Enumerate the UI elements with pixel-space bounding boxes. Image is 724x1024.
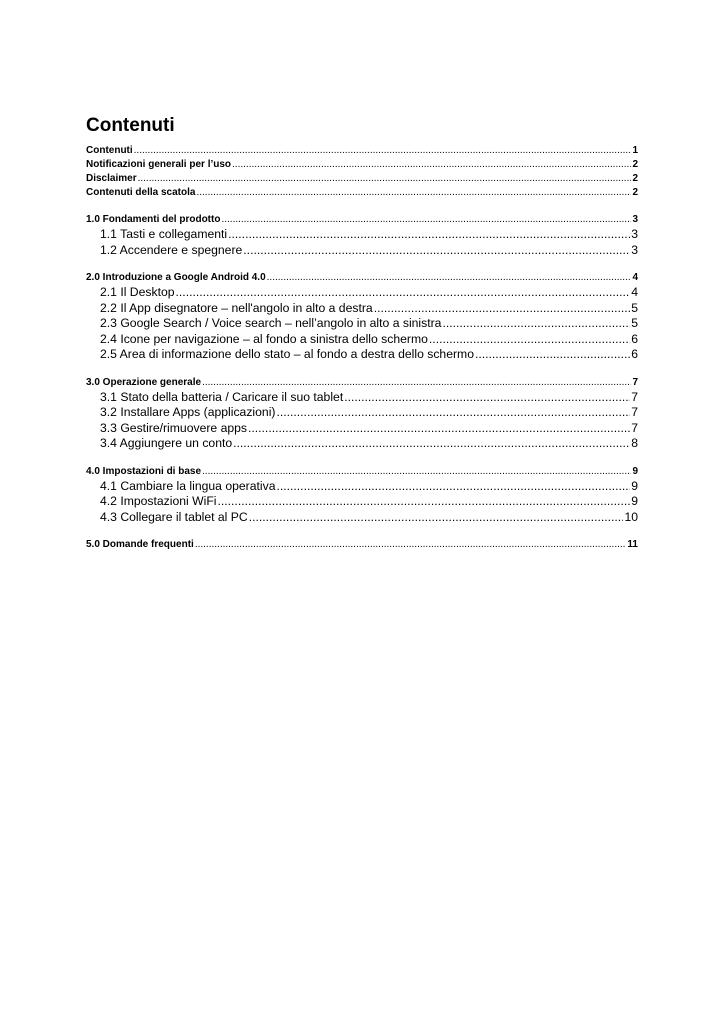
toc-leader-dots [138,172,632,186]
document-page [86,114,638,552]
toc-leader-dots [267,271,632,285]
toc-entry-label: Contenuti [86,145,133,156]
toc-leader-dots [276,405,630,421]
toc-entry-page-number: 5 [631,300,638,315]
toc-leader-dots [221,213,631,227]
toc-entry[interactable] [86,158,638,172]
toc-leader-dots [202,465,631,479]
toc-entry-page-number: 8 [631,436,638,450]
toc-leader-dots [176,285,631,301]
toc-group-spacer [86,363,638,376]
toc-entry[interactable] [86,243,638,259]
toc-entry-label: Notificazioni generali per l’uso [86,159,232,170]
toc-entry[interactable] [86,405,638,421]
toc-entry[interactable] [86,390,638,406]
toc-leader-dots [442,316,630,332]
toc-entry[interactable] [86,347,638,363]
toc-entry[interactable] [86,494,638,510]
toc-entry[interactable] [86,510,638,526]
toc-entry-label: 1.0 Fondamenti del prodotto [86,214,221,225]
toc-entry-page-number: 7 [631,389,638,404]
toc-entry-label: Disclaimer [86,173,137,184]
toc-entry[interactable] [86,479,638,495]
toc-entry-page-number: 10 [624,509,638,524]
toc-leader-dots [344,390,630,406]
toc-entry[interactable] [86,316,638,332]
toc-entry-label: 2.2 Il App disegnatore – nell'angolo in alto a destra [100,300,373,315]
toc-entry-page-number: 1 [632,145,638,156]
toc-entry[interactable] [86,144,638,158]
toc-entry-label: 1.1 Tasti e collegamenti [100,227,228,241]
toc-leader-dots [248,421,630,437]
toc-entry-label: 4.3 Collegare il tablet al PC [100,509,248,524]
toc-leader-dots [228,227,630,243]
toc-entry-page-number: 2 [632,187,638,198]
toc-leader-dots [233,436,630,452]
toc-leader-dots [134,144,632,158]
toc-entry-label: 2.4 Icone per navigazione – al fondo a sinistra dello schermo [100,331,428,346]
toc-entry-label: 3.1 Stato della batteria / Caricare il suo tablet [100,389,344,404]
toc-entry-page-number: 7 [631,405,638,419]
toc-entry-page-number: 3 [631,227,638,241]
toc-leader-dots [195,538,627,552]
toc-entry[interactable] [86,172,638,186]
toc-entry[interactable] [86,332,638,348]
toc-entry-page-number: 4 [631,285,638,299]
toc-entry-label: Contenuti della scatola [86,187,196,198]
toc-entry-page-number: 2 [632,159,638,170]
toc-entry-page-number: 4 [632,272,638,283]
toc-leader-dots [276,479,630,495]
toc-leader-dots [218,494,631,510]
toc-group-spacer [86,258,638,271]
toc-entry[interactable] [86,436,638,452]
toc-entry-page-number: 11 [627,539,638,550]
toc-entry-page-number: 2 [632,173,638,184]
toc-entry-label: 4.2 Impostazioni WiFi [100,494,217,508]
toc-title: Contenuti [86,115,175,136]
toc-entry-page-number: 6 [631,331,638,346]
toc-entry-label: 4.1 Cambiare la lingua operativa [100,478,276,493]
toc-entry[interactable] [86,538,638,552]
toc-entry[interactable] [86,465,638,479]
toc-entry-page-number: 3 [631,242,638,257]
toc-group-spacer [86,452,638,465]
toc-list [86,144,638,552]
toc-entry-page-number: 7 [631,420,638,435]
toc-entry-label: 3.4 Aggiungere un conto [100,436,233,450]
toc-leader-dots [232,158,631,172]
toc-entry[interactable] [86,376,638,390]
toc-entry[interactable] [86,271,638,285]
toc-leader-dots [249,510,624,526]
toc-entry-page-number: 9 [632,465,638,477]
toc-entry-label: 2.0 Introduzione a Google Android 4.0 [86,272,266,283]
toc-entry[interactable] [86,421,638,437]
toc-leader-dots [475,347,630,363]
toc-entry[interactable] [86,213,638,227]
toc-leader-dots [202,376,631,390]
toc-leader-dots [374,301,631,317]
toc-entry-label: 3.3 Gestire/rimuovere apps [100,420,247,435]
toc-entry-label: 3.0 Operazione generale [86,376,202,388]
toc-entry-label: 3.2 Installare Apps (applicazioni) [100,405,276,419]
toc-entry-page-number: 3 [632,214,638,225]
toc-entry[interactable] [86,301,638,317]
toc-entry-label: 2.3 Google Search / Voice search – nell’angolo in alto a sinistra [100,316,442,330]
toc-entry-label: 4.0 Impostazioni di base [86,465,202,477]
toc-entry-label: 5.0 Domande frequenti [86,539,194,550]
toc-entry[interactable] [86,285,638,301]
toc-leader-dots [243,243,630,259]
toc-entry-page-number: 5 [631,316,638,330]
toc-entry[interactable] [86,186,638,200]
toc-entry-page-number: 9 [631,494,638,508]
toc-leader-dots [196,186,631,200]
toc-group-spacer [86,200,638,213]
toc-entry-page-number: 7 [632,376,638,388]
toc-entry[interactable] [86,227,638,243]
toc-leader-dots [429,332,630,348]
toc-entry-page-number: 9 [631,478,638,493]
toc-entry-label: 1.2 Accendere e spegnere [100,242,243,257]
toc-group-spacer [86,525,638,538]
toc-entry-page-number: 6 [631,347,638,361]
toc-entry-label: 2.1 Il Desktop [100,285,175,299]
toc-entry-label: 2.5 Area di informazione dello stato – al fondo a destra dello schermo [100,347,474,361]
